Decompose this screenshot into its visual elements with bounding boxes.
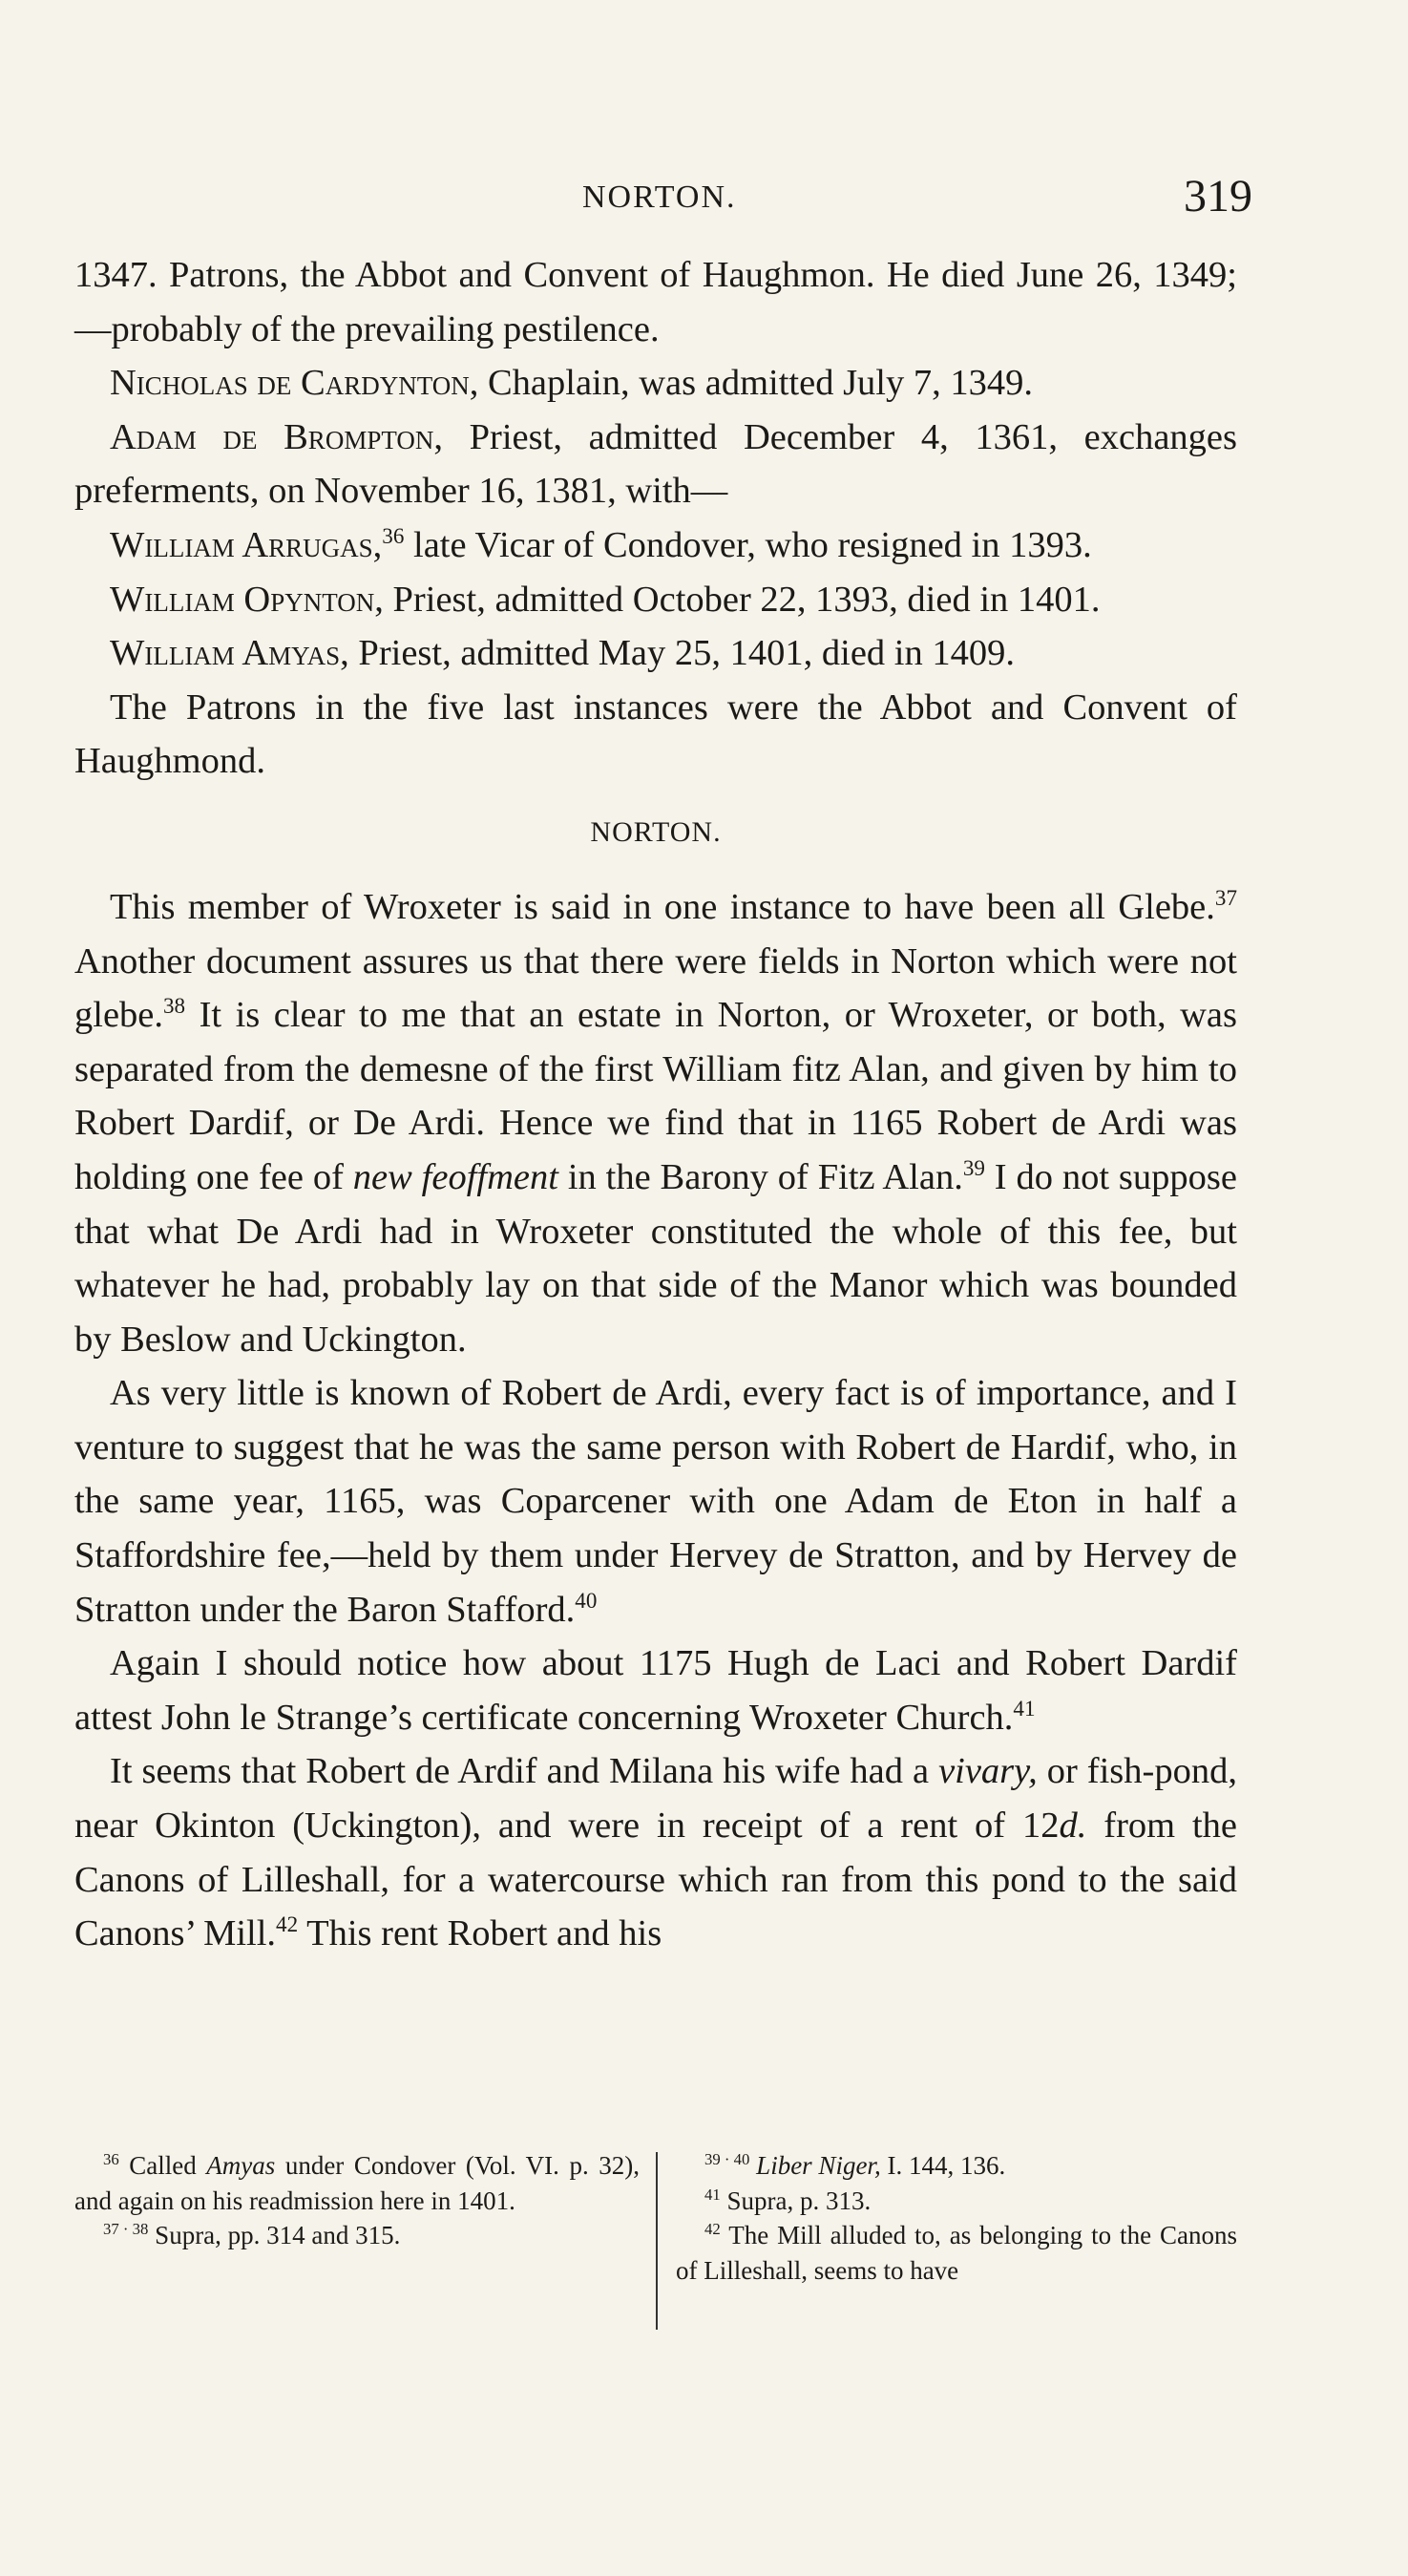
- footnote: [74, 2218, 640, 2253]
- text-run: Called: [118, 2151, 207, 2180]
- paragraph: [74, 1636, 1237, 1744]
- footnote-reference: 39: [962, 1155, 985, 1181]
- text-run: Supra, p. 313.: [720, 2185, 872, 2215]
- main-text: [74, 248, 1237, 1961]
- footnote-reference: 41: [1013, 1696, 1036, 1721]
- person-name: William Arrugas,: [110, 524, 383, 565]
- text-run: late Vicar of Condover, who resigned in 1393.: [404, 524, 1092, 565]
- running-head-title: NORTON.: [582, 179, 737, 215]
- page-number: 319: [1184, 171, 1252, 222]
- paragraph: [74, 880, 1237, 1366]
- vicar-list-paragraphs: [74, 248, 1237, 789]
- text-run: Another document assures us that there were fields in Norton which were not glebe.: [74, 940, 1237, 1036]
- footnote-reference: 36: [382, 523, 405, 549]
- text-run: 1347. Patrons, the Abbot and Convent of Haughmon. He died June 26, 1349;—probably of the prevailing pestilence.: [74, 255, 1237, 349]
- footnote: [676, 2218, 1237, 2288]
- text-run: in the Barony of Fitz Alan.: [557, 1156, 963, 1197]
- footnote-column-divider: [656, 2152, 658, 2330]
- italic-text: new feoffment: [352, 1156, 558, 1197]
- footnote-reference: 42: [276, 1911, 299, 1937]
- text-run: or fish-pond, near Okinton (Uckington), and were in receipt of a rent of 12: [74, 1751, 1237, 1847]
- footnote-reference: 41: [704, 2185, 721, 2204]
- footnote-reference: 37 · 38: [103, 2220, 149, 2238]
- paragraph: [74, 1744, 1237, 1960]
- paragraph: [74, 356, 1237, 411]
- footnote-reference: 38: [163, 993, 186, 1019]
- footnotes-left-column: [74, 2148, 640, 2253]
- footnote-reference: 37: [1214, 885, 1237, 911]
- text-run: Chaplain, was admitted July 7, 1349.: [478, 363, 1033, 404]
- paragraph: [74, 518, 1237, 573]
- italic-text: Liber Niger,: [756, 2151, 881, 2180]
- person-name: William Opynton,: [110, 579, 384, 620]
- text-run: Priest, admitted December 4, 1361, exchanges preferments, on November 16, 1381, with—: [74, 416, 1237, 512]
- text-run: Supra, pp. 314 and 315.: [148, 2221, 401, 2249]
- footnotes: [74, 2148, 1237, 2339]
- text-run: I do not suppose that what De Ardi had in Wroxeter constituted the whole of this fee, but whatever he had, probably lay on that side of the Manor which was bounded by Beslow and Uckington.: [74, 1156, 1237, 1360]
- paragraph: [74, 248, 1237, 356]
- footnote-reference: 40: [575, 1587, 598, 1613]
- text-run: This rent Robert and his: [298, 1913, 662, 1954]
- text-run: The Patrons in the five last instances were the Abbot and Convent of Haughmond.: [74, 686, 1237, 782]
- paragraph: [74, 626, 1237, 681]
- italic-text: d.: [1059, 1805, 1087, 1847]
- text-run: The Mill alluded to, as belonging to the Canons of Lilleshall, seems to have: [676, 2221, 1237, 2285]
- running-head: [0, 170, 1408, 227]
- text-run: Priest, admitted October 22, 1393, died in 1401.: [383, 579, 1101, 620]
- text-run: It is clear to me that an estate in Norton, or Wroxeter, or both, was separated from the demesne of the first William fitz Alan, and given by him to Robert Dardif, or De Ardi. Hence we find that in 1165 Robert de Ardi was holding one fee of: [74, 995, 1237, 1197]
- person-name: Adam de Brompton,: [110, 416, 443, 457]
- footnote: [676, 2184, 1237, 2219]
- footnote: [74, 2148, 640, 2218]
- section-paragraphs: [74, 880, 1237, 1961]
- person-name: Nicholas de Cardynton,: [110, 363, 479, 404]
- italic-text: vivary,: [938, 1751, 1038, 1792]
- footnote-reference: 39 · 40: [704, 2150, 750, 2168]
- footnote: [676, 2148, 1237, 2184]
- text-run: under Condover (Vol. VI. p. 32), and again on his readmission here in 1401.: [74, 2151, 640, 2215]
- person-name: William Amyas,: [110, 633, 349, 674]
- paragraph: [74, 573, 1237, 627]
- footnote-reference: 42: [704, 2220, 721, 2238]
- text-run: This member of Wroxeter is said in one instance to have been all Glebe.: [110, 886, 1215, 927]
- footnotes-right-column: [676, 2148, 1237, 2288]
- paragraph: [74, 411, 1237, 518]
- text-run: Again I should notice how about 1175 Hugh de Laci and Robert Dardif attest John le Strange’s certificate concerning Wroxeter Church.: [74, 1643, 1237, 1738]
- text-run: As very little is known of Robert de Ardi, every fact is of importance, and I venture to suggest that he was the same person with Robert de Hardif, who, in the same year, 1165, was Coparcener with one Adam de Eton in half a Staffordshire fee,—held by them under Hervey de Stratton, and by Hervey de Stratton under the Baron Stafford.: [74, 1373, 1237, 1630]
- footnote-reference: 36: [103, 2150, 119, 2168]
- paragraph: [74, 1366, 1237, 1636]
- text-run: Priest, admitted May 25, 1401, died in 1409.: [348, 633, 1015, 674]
- text-run: It seems that Robert de Ardif and Milana his wife had a: [110, 1751, 939, 1792]
- paragraph: [74, 681, 1237, 789]
- italic-text: Amyas: [206, 2151, 276, 2180]
- text-run: from the Canons of Lilleshall, for a watercourse which ran from this pond to the said Canons’ Mill.: [74, 1805, 1237, 1954]
- text-run: I. 144, 136.: [880, 2151, 1006, 2180]
- section-heading: NORTON.: [590, 815, 722, 848]
